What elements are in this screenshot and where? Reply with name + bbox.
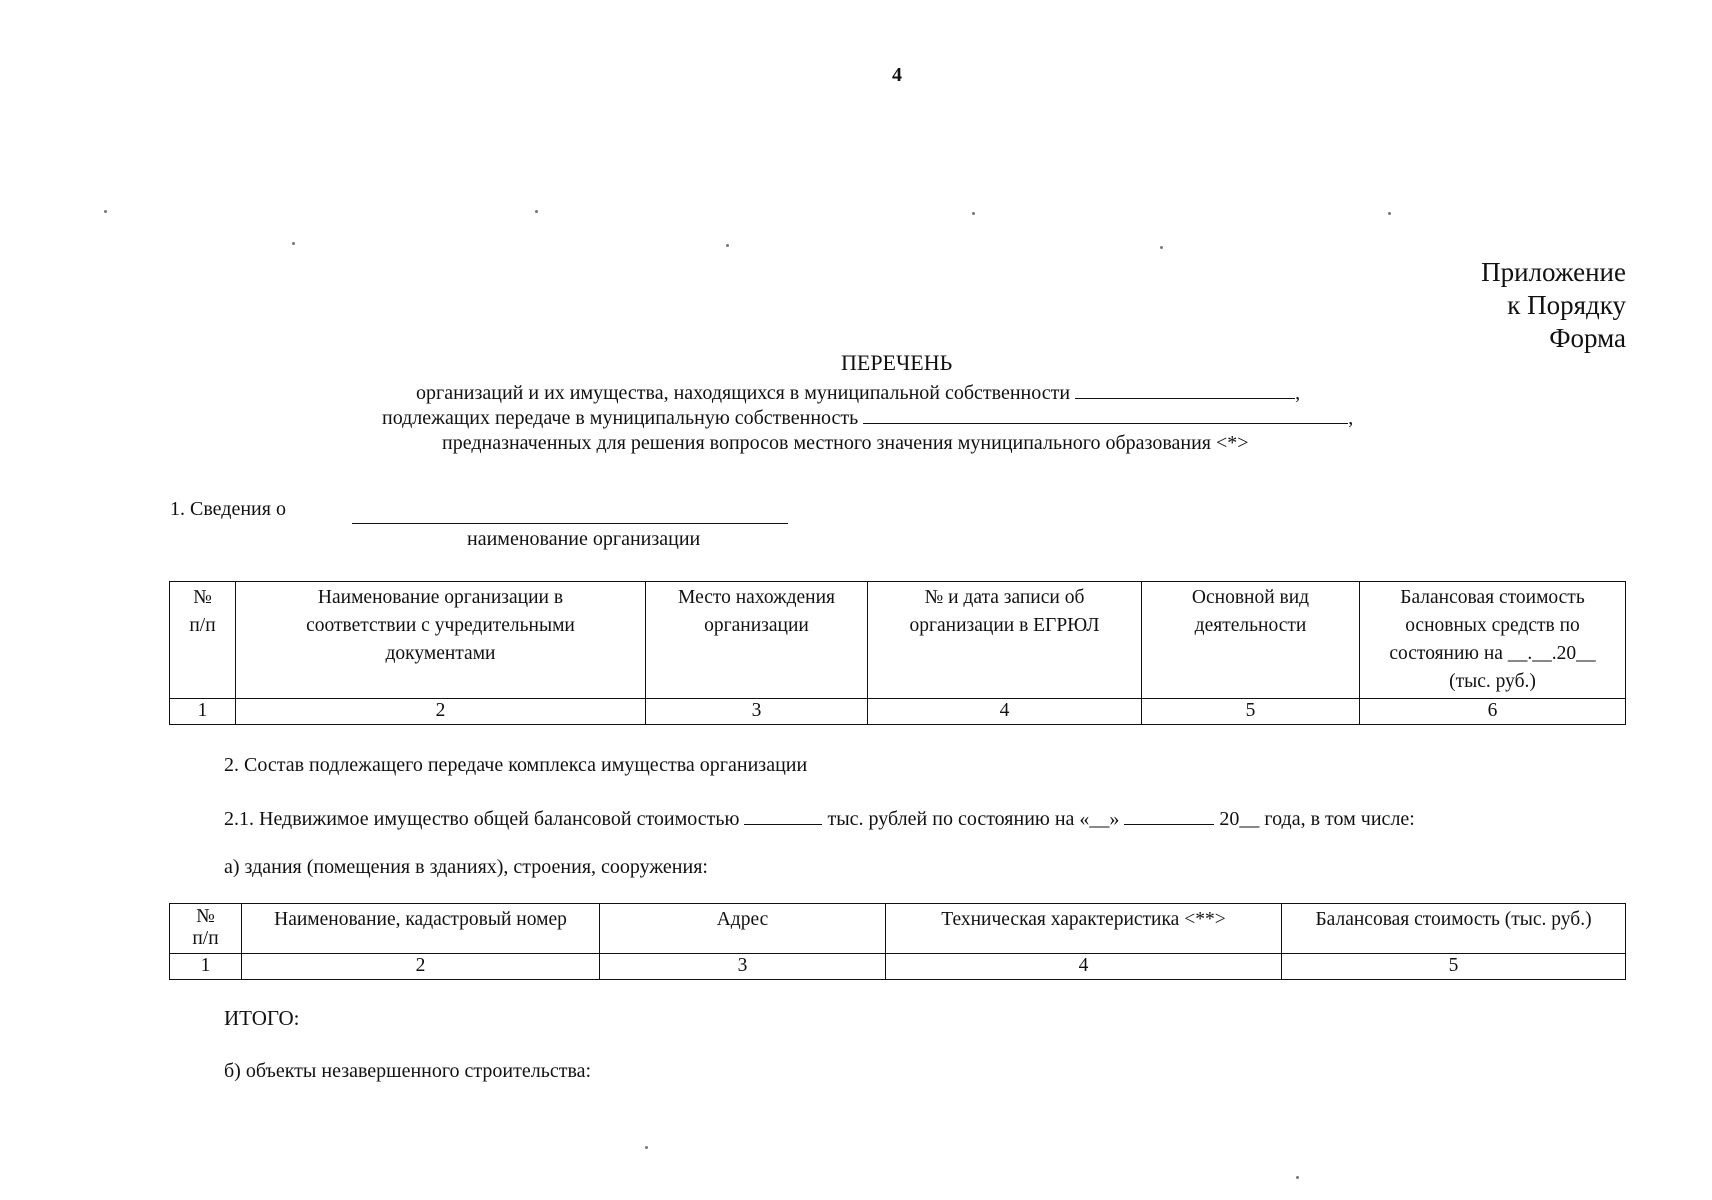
header-cell: [170, 582, 236, 699]
scan-speck: [972, 212, 975, 215]
comma: ,: [1348, 407, 1354, 429]
header-cell: [886, 904, 1282, 954]
header-cell: [242, 904, 600, 954]
header-cell: [600, 904, 886, 954]
header-text: Балансовая стоимость основных средств по состоянию на __.__.20__ (тыс. руб.): [1389, 587, 1596, 692]
number-cell: 1: [170, 699, 236, 725]
table-header-row: [170, 582, 1626, 699]
section-2-1-text-b: тыс. рублей по состоянию на «__»: [827, 808, 1120, 830]
section-2-title: 2. Состав подлежащего передаче комплекса имущества организации: [224, 754, 808, 776]
scan-speck: [292, 242, 295, 245]
blank-line: [1075, 380, 1295, 399]
comma: ,: [1295, 382, 1301, 404]
number-cell: 5: [1282, 954, 1626, 980]
number-cell: 3: [600, 954, 886, 980]
scan-speck: [645, 1146, 648, 1149]
appendix-line-1: Приложение: [1481, 257, 1626, 287]
item-b: б) объекты незавершенного строительства:: [224, 1060, 592, 1082]
header-text: № п/п: [192, 906, 219, 949]
header-cell: [236, 582, 646, 699]
scan-speck: [1296, 1176, 1299, 1179]
appendix-line-2: к Порядку: [1507, 290, 1626, 320]
header-text: Основной вид деятельности: [1191, 587, 1310, 636]
header-text: № и дата записи об организации в ЕГРЮЛ: [909, 587, 1100, 636]
section-2-1-text-c: 20__ года, в том числе:: [1219, 808, 1415, 830]
number-cell: 4: [868, 699, 1142, 725]
number-cell: 3: [646, 699, 868, 725]
organization-name-caption: наименование организации: [467, 528, 701, 550]
total-label: ИТОГО:: [224, 1006, 300, 1030]
heading-line-1: [416, 380, 1300, 405]
header-cell: [170, 904, 242, 954]
header-cell: [1360, 582, 1626, 699]
number-cell: 4: [886, 954, 1282, 980]
blank-line: [863, 405, 1348, 424]
scan-speck: [726, 244, 729, 247]
number-cell: 5: [1142, 699, 1360, 725]
organizations-table: [169, 581, 1626, 725]
item-a: а) здания (помещения в зданиях), строения, сооружения:: [224, 856, 708, 878]
section-1-label: 1. Сведения о: [170, 498, 286, 520]
blank-line: [744, 806, 822, 825]
section-2-1: [224, 806, 1415, 831]
header-text: № п/п: [189, 587, 216, 636]
blank-line: [1124, 806, 1214, 825]
scan-speck: [1388, 212, 1391, 215]
header-cell: [868, 582, 1142, 699]
header-text: Балансовая стоимость (тыс. руб.): [1315, 909, 1592, 930]
page-number: 4: [892, 64, 902, 86]
column-number-row: [170, 699, 1626, 725]
heading-line-2: [382, 405, 1353, 430]
number-cell: 2: [242, 954, 600, 980]
number-cell: 6: [1360, 699, 1626, 725]
heading-line-3: предназначенных для решения вопросов местного значения муниципального образования <*>: [442, 432, 1249, 454]
header-text: Техническая характеристика <**>: [941, 909, 1226, 930]
number-cell: 1: [170, 954, 242, 980]
heading-line-2-text: подлежащих передаче в муниципальную собственность: [382, 407, 859, 429]
buildings-table: [169, 903, 1626, 980]
scan-speck: [104, 210, 107, 213]
scan-speck: [535, 210, 538, 213]
appendix-block: [1481, 256, 1626, 355]
table-header-row: [170, 904, 1626, 954]
appendix-line-3: Форма: [1549, 323, 1626, 353]
header-cell: [646, 582, 868, 699]
header-text: Наименование, кадастровый номер: [274, 909, 567, 930]
scan-speck: [1160, 246, 1163, 249]
header-text: Наименование организации в соответствии с учредительными документами: [306, 587, 575, 664]
number-cell: 2: [236, 699, 646, 725]
header-cell: [1142, 582, 1360, 699]
header-cell: [1282, 904, 1626, 954]
column-number-row: [170, 954, 1626, 980]
organization-name-line: [352, 523, 788, 524]
header-text: Место нахождения организации: [677, 587, 836, 636]
document-title: ПЕРЕЧЕНЬ: [841, 350, 953, 375]
heading-line-1-text: организаций и их имущества, находящихся в муниципальной собственности: [416, 382, 1071, 404]
section-2-1-text-a: 2.1. Недвижимое имущество общей балансовой стоимостью: [224, 808, 740, 830]
header-text: Адрес: [716, 909, 769, 930]
